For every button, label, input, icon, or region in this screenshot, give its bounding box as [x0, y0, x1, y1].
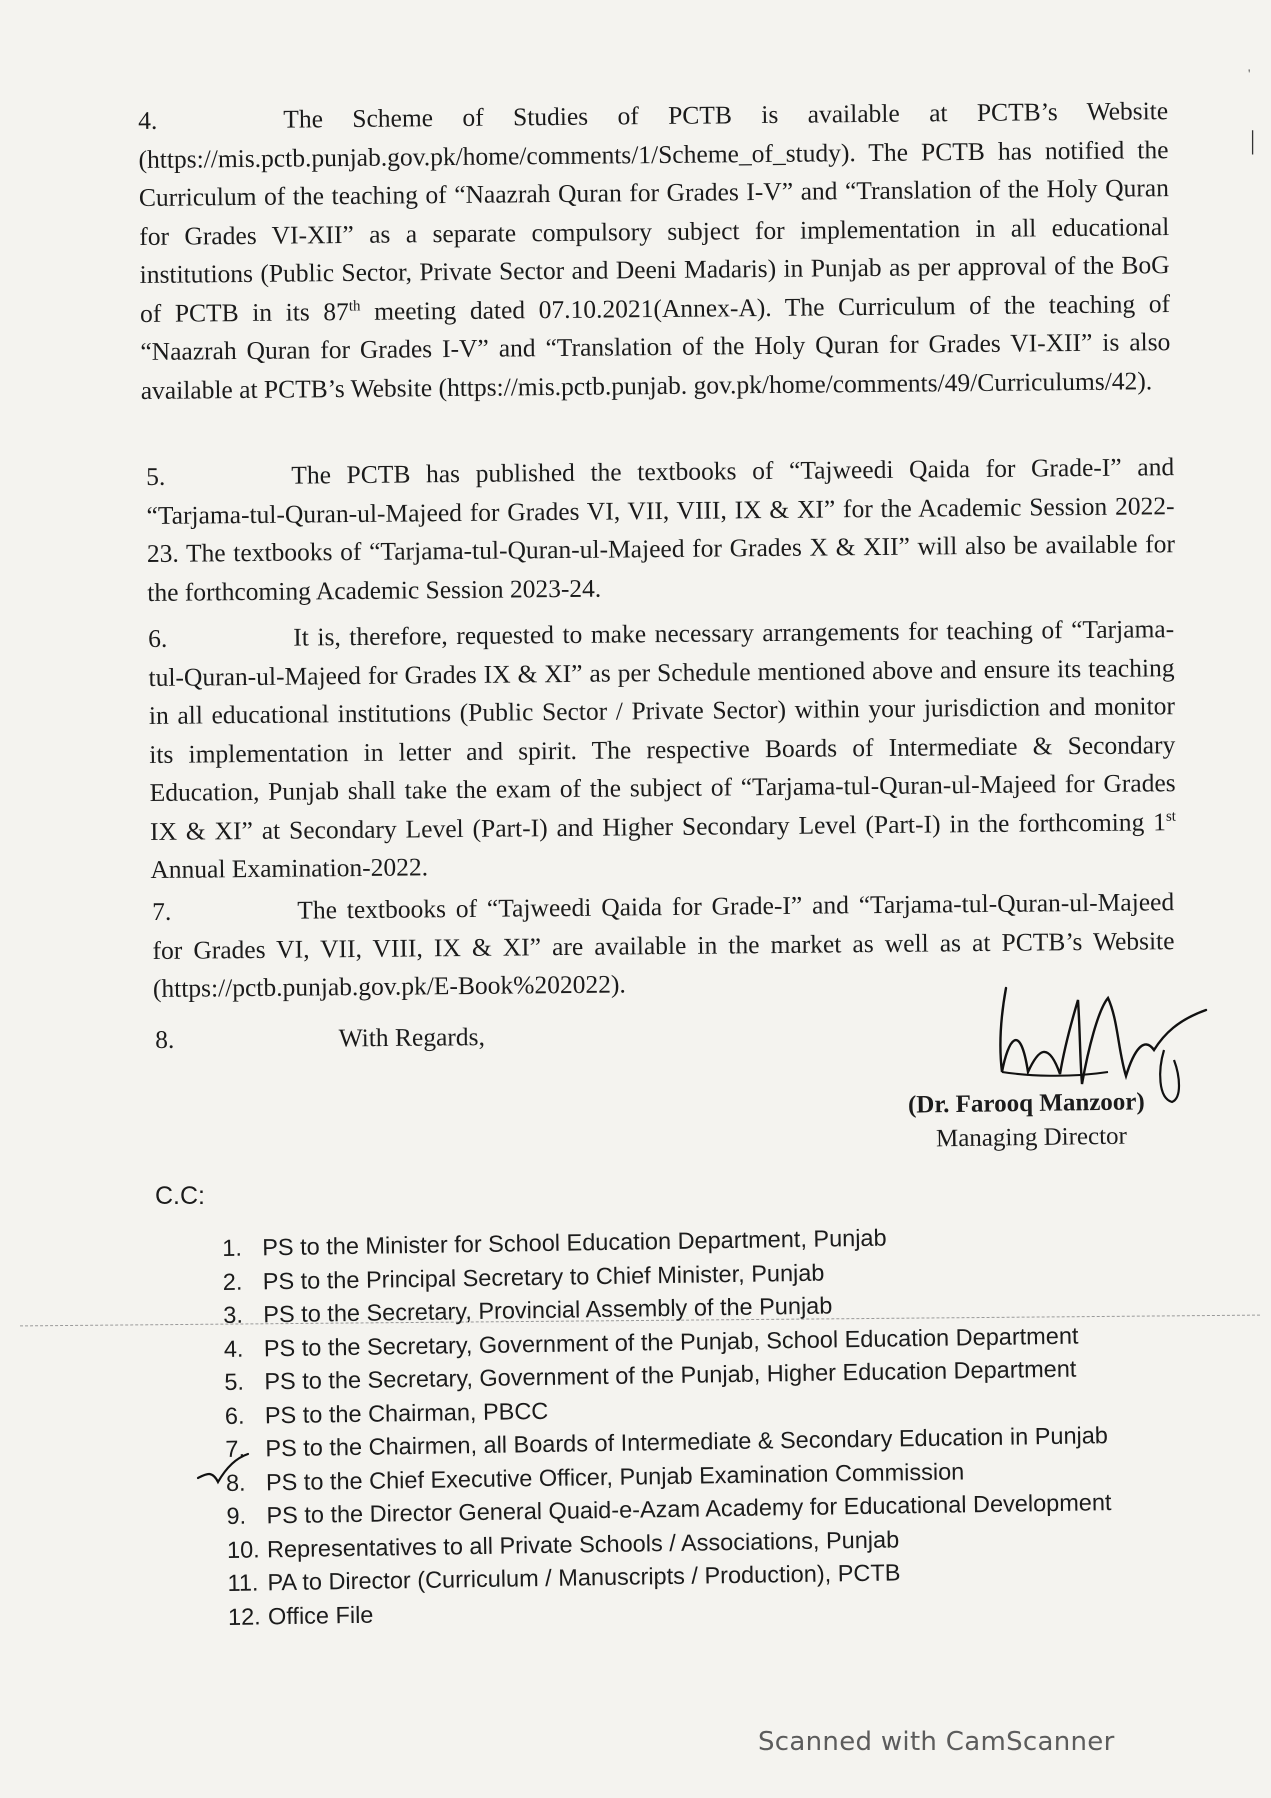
cc-item-text: PS to the Director General Quaid-e-Azam Academy for Educational Development: [266, 1489, 1112, 1529]
paragraph-text: It is, therefore, requested to make necessary arrangements for teaching of “Tarjama-tul-Quran-ul-Majeed for Grades IX & XI” as per Schedule mentioned above and ensure its teaching in all educational institutions (Public Sector / Private Sector) within your jurisdiction and monitor its implementation in letter and spirit. The respective Boards of Intermediate & Secondary Education, Punjab shall take the exam of the subject of “Tarjama-tul-Quran-ul-Majeed for Grades IX & XI” at Secondary Level (Part-I) and Higher Secondary Level (Part-I) in the forthcoming 1: [148, 614, 1176, 846]
cc-label: C.C:: [155, 1182, 205, 1210]
paragraph-text: meeting dated 07.10.2021(Annex-A). The Curriculum of the teaching of “Naazrah Quran for Grades I-V” and “Translation of the Holy Quran for Grades VI-XII” is also available at PCTB’s Website (https://mis.pctb.punjab. gov.pk/home/comments/49/Curriculums/42).: [140, 288, 1171, 405]
cc-item-number: 2.: [222, 1268, 243, 1295]
cc-item-text: PS to the Minister for School Education Department, Punjab: [262, 1224, 887, 1261]
signatory-title: Managing Director: [935, 1122, 1128, 1153]
paragraph-text: Annual Examination-2022.: [150, 852, 429, 884]
cc-item-number: 9.: [226, 1502, 247, 1529]
cc-item-number: 3.: [223, 1301, 244, 1328]
closing-text: With Regards,: [338, 1022, 486, 1053]
cc-item-number: 5.: [224, 1368, 245, 1395]
cc-item-number: 8.: [225, 1469, 246, 1496]
cc-item-number: 12.: [227, 1602, 261, 1630]
superscript: st: [1165, 808, 1177, 825]
cc-list: [222, 1216, 1228, 1634]
paragraph-number: 6.: [148, 623, 168, 653]
paragraph-6: [148, 610, 1177, 889]
paragraph-number: 5.: [146, 461, 166, 491]
closing: [155, 1022, 485, 1055]
cc-item-number: 10.: [226, 1535, 260, 1563]
cc-item-text: PA to Director (Curriculum / Manuscripts / Production), PCTB: [267, 1559, 901, 1596]
check-mark-icon: [196, 1452, 250, 1486]
camscanner-watermark: Scanned with CamScanner: [758, 1727, 1115, 1757]
cc-item-number: 4.: [223, 1335, 244, 1362]
cc-item-number: 1.: [222, 1234, 243, 1261]
cc-item-number: 11.: [227, 1569, 259, 1596]
margin-mark: |: [1250, 126, 1256, 155]
cc-item-text: PS to the Secretary, Government of the Punjab, School Education Department: [263, 1322, 1079, 1361]
cc-item-text: Representatives to all Private Schools / Associations, Punjab: [266, 1525, 900, 1562]
paragraph-number: 7.: [152, 896, 172, 926]
closing-number: 8.: [155, 1024, 175, 1054]
cc-item-text: PS to the Chairmen, all Boards of Intermediate & Secondary Education in Punjab: [265, 1422, 1109, 1462]
cc-item-text: PS to the Chairman, PBCC: [264, 1397, 549, 1428]
paragraph-5: [146, 448, 1175, 612]
cc-item-text: PS to the Chief Executive Officer, Punjab Examination Commission: [265, 1457, 965, 1495]
superscript: th: [348, 297, 361, 314]
cc-item-text: PS to the Secretary, Provincial Assembly of the Punjab: [263, 1292, 833, 1328]
paragraph-text: The textbooks of “Tajweedi Qaida for Grade-I” and “Tarjama-tul-Quran-ul-Majeed for Grades VI, VII, VIII, IX & XI” are available in the market as well as at PCTB’s Website (https://pctb.punjab.gov.pk/E-Book%202022).: [152, 887, 1175, 1003]
margin-mark: ': [1248, 66, 1251, 81]
cc-item-text: PS to the Secretary, Government of the Punjab, Higher Education Department: [264, 1355, 1077, 1395]
paragraph-4: [138, 92, 1171, 410]
cc-item-number: 6.: [224, 1402, 245, 1429]
cc-item-text: Office File: [267, 1601, 374, 1629]
paragraph-text: The Scheme of Studies of PCTB is available at PCTB’s Website (https://mis.pctb.punjab.gov.pk/home/comments/1/Scheme_of_study). The PCTB has notified the Curriculum of the teaching of “Naazrah Quran for Grades I-V” and “Translation of the Holy Quran for Grades VI-XII” as a separate compulsory subject for implementation in all educational institutions (Public Sector, Private Sector and Deeni Madaris) in Punjab as per approval of the BoG of PCTB in its 87: [138, 96, 1170, 328]
cc-item-number: 7.: [225, 1435, 246, 1462]
paragraph-number: 4.: [138, 105, 158, 135]
cc-item-text: PS to the Principal Secretary to Chief Minister, Punjab: [262, 1259, 825, 1294]
paragraph-text: The PCTB has published the textbooks of “Tajweedi Qaida for Grade-I” and “Tarjama-tul-Quran-ul-Majeed for Grades VI, VII, VIII, IX & XI” for the Academic Session 2022-23. The textbooks of “Tarjama-tul-Quran-ul-Majeed for Grades X & XII” will also be available for the forthcoming Academic Session 2023-24.: [146, 452, 1176, 607]
signatory-name: (Dr. Farooq Manzoor): [907, 1088, 1145, 1119]
